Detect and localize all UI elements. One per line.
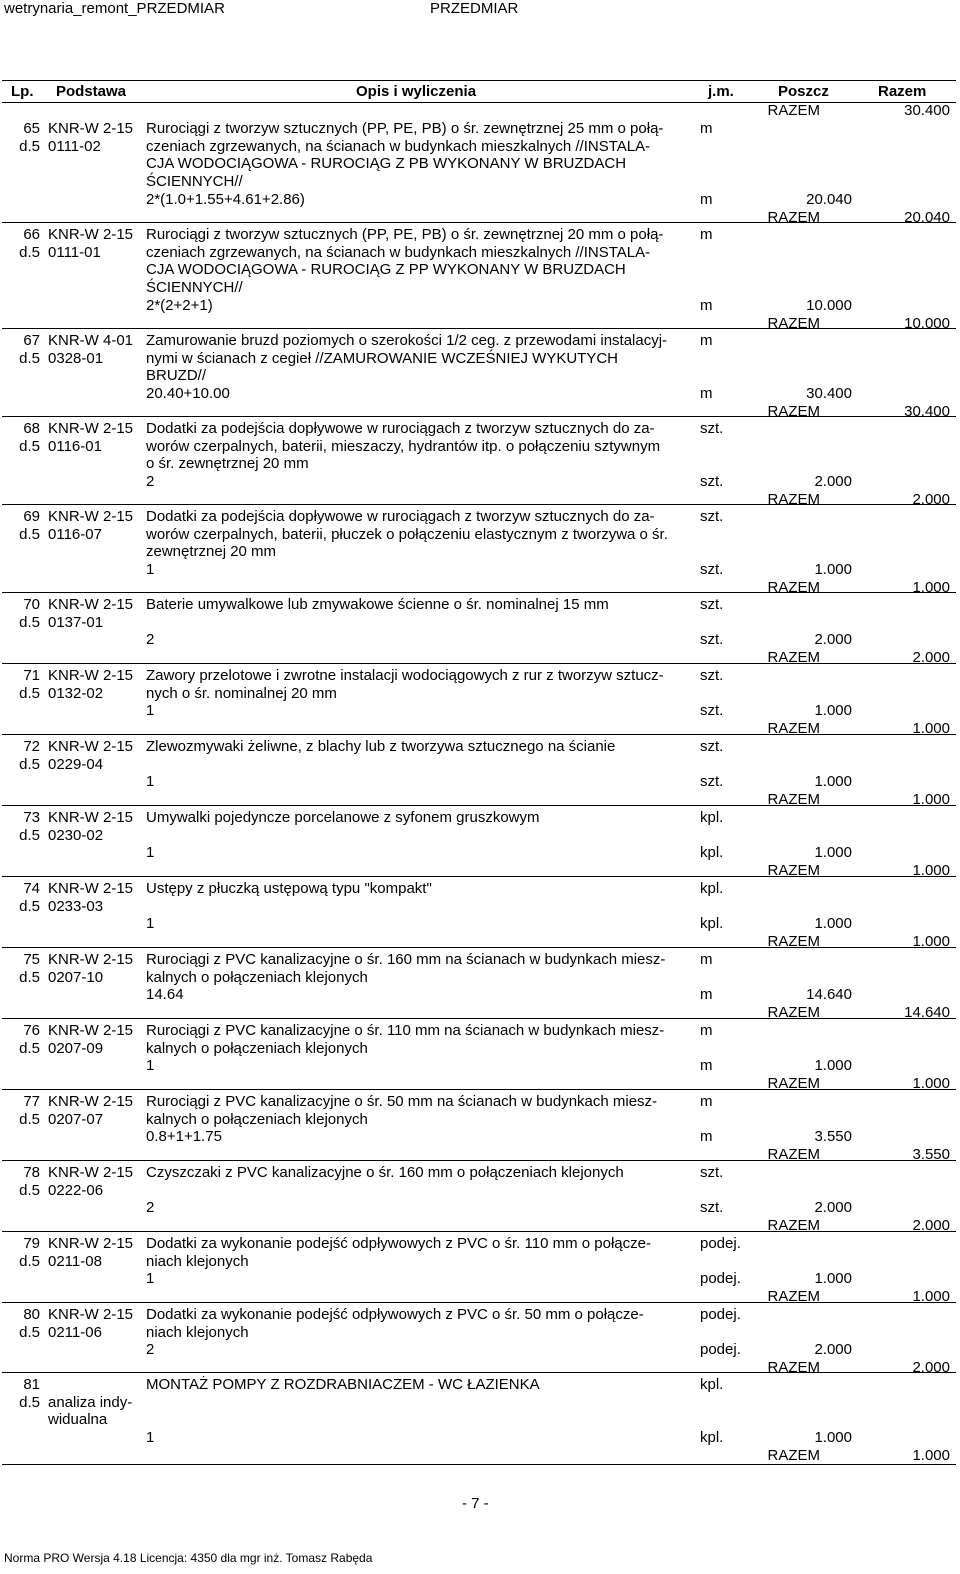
item-calculation: 2 — [146, 1341, 155, 1358]
row-separator — [2, 222, 956, 223]
item-calc-unit: szt. — [700, 702, 724, 720]
item-unit: kpl. — [700, 880, 724, 897]
item-partial-value: 20.040 — [806, 190, 852, 208]
item-chapter: d.5 — [19, 1393, 40, 1411]
item-partial-value: 2.000 — [814, 473, 852, 491]
item-base-line: KNR-W 2-15 — [48, 120, 134, 137]
item-description-line: nych o śr. nominalnej 20 mm — [146, 684, 337, 702]
row-separator — [2, 663, 956, 664]
item-razem-label: RAZEM — [767, 1004, 820, 1022]
item-base-line: KNR-W 2-15 — [48, 1306, 134, 1323]
item-calc-unit: szt. — [700, 773, 724, 791]
item-razem-label: RAZEM — [767, 1446, 820, 1464]
item-base-line: 0111-01 — [48, 243, 101, 261]
item-partial-value: 1.000 — [814, 915, 852, 933]
item-base-line: KNR-W 2-15 — [48, 226, 134, 243]
item-total-value: 1.000 — [912, 1288, 950, 1306]
item-calc-unit: m — [700, 385, 713, 403]
item-calc-unit: szt. — [700, 561, 724, 579]
item-calc-unit: podej. — [700, 1341, 741, 1358]
item-description-line: czeniach zgrzewanych, na ścianach w budynkach mieszkalnych //INSTALA- — [146, 243, 651, 261]
item-unit: m — [700, 332, 713, 349]
item-description-line: Rurociągi z PVC kanalizacyjne o śr. 110 mm na ścianach w budynkach miesz- — [146, 1022, 665, 1039]
item-number: 78 — [23, 1164, 40, 1181]
item-unit: podej. — [700, 1235, 741, 1252]
item-calc-unit: podej. — [700, 1270, 741, 1288]
item-base-line: KNR-W 2-15 — [48, 596, 134, 613]
document-filename: wetrynaria_remont_PRZEDMIAR — [4, 0, 225, 17]
item-unit: m — [700, 1022, 713, 1039]
item-unit: szt. — [700, 420, 724, 437]
item-calc-unit: szt. — [700, 631, 724, 649]
item-number: 66 — [23, 226, 40, 243]
item-total-value: 2.000 — [912, 490, 950, 508]
row-separator — [2, 416, 956, 417]
top-razem-label: RAZEM — [767, 102, 820, 119]
item-calc-unit: m — [700, 1057, 713, 1075]
item-total-value: 1.000 — [912, 578, 950, 596]
item-description-line: ŚCIENNYCH// — [146, 173, 243, 191]
item-description-line: Rurociągi z PVC kanalizacyjne o śr. 160 mm na ścianach w budynkach miesz- — [146, 951, 666, 968]
item-total-value: 1.000 — [912, 1075, 950, 1093]
software-note: Norma PRO Wersja 4.18 Licencja: 4350 dla mgr inż. Tomasz Rabęda — [4, 1551, 373, 1565]
item-unit: podej. — [700, 1306, 741, 1323]
item-description-line: Dodatki za podejścia dopływowe w rurociągach z tworzyw sztucznych do za- — [146, 420, 655, 437]
item-total-value: 1.000 — [912, 933, 950, 951]
row-separator — [2, 734, 956, 735]
item-chapter: d.5 — [19, 1039, 40, 1057]
item-number: 68 — [23, 420, 40, 437]
item-unit: szt. — [700, 1164, 724, 1181]
item-base-line: 0111-02 — [48, 137, 101, 155]
item-number: 65 — [23, 120, 40, 137]
row-separator — [2, 1160, 956, 1161]
item-partial-value: 2.000 — [814, 1341, 852, 1358]
item-calc-unit: m — [700, 296, 713, 314]
item-razem-label: RAZEM — [767, 720, 820, 738]
item-partial-value: 1.000 — [814, 702, 852, 720]
item-base-line: KNR-W 2-15 — [48, 508, 134, 525]
item-partial-value: 1.000 — [814, 1057, 852, 1075]
item-description-line: Rurociągi z tworzyw sztucznych (PP, PE, PB) o śr. zewnętrznej 20 mm o połą- — [146, 226, 664, 243]
item-unit: kpl. — [700, 1376, 724, 1393]
item-chapter: d.5 — [19, 243, 40, 261]
item-total-value: 1.000 — [912, 720, 950, 738]
item-unit: m — [700, 226, 713, 243]
item-description-line: worów czerpalnych, baterii, płuczek o połączeniu elastycznym z tworzywa o śr. — [146, 525, 668, 543]
item-base-line: KNR-W 2-15 — [48, 880, 134, 897]
item-description-line: CJA WODOCIĄGOWA - RUROCIĄG Z PB WYKONANY W BRUZDACH — [146, 155, 627, 173]
item-description-line: niach klejonych — [146, 1252, 249, 1270]
item-number: 77 — [23, 1093, 40, 1110]
item-base-line: 0207-07 — [48, 1110, 104, 1128]
item-razem-label: RAZEM — [767, 1146, 820, 1164]
row-separator — [2, 876, 956, 877]
row-separator — [2, 504, 956, 505]
item-chapter: d.5 — [19, 684, 40, 702]
row-separator — [2, 1089, 956, 1090]
item-total-value: 2.000 — [912, 649, 950, 667]
item-total-value: 3.550 — [912, 1146, 950, 1164]
item-razem-label: RAZEM — [767, 402, 820, 420]
item-base-line: analiza indy- — [48, 1393, 133, 1411]
item-description-line: czeniach zgrzewanych, na ścianach w budynkach mieszkalnych //INSTALA- — [146, 137, 651, 155]
item-partial-value: 30.400 — [806, 385, 852, 403]
item-calculation: 1 — [146, 915, 155, 933]
item-description-line: kalnych o połączeniach klejonych — [146, 1110, 368, 1128]
item-calculation: 1 — [146, 773, 155, 791]
item-base-line: 0211-08 — [48, 1252, 102, 1270]
row-separator — [2, 1231, 956, 1232]
item-chapter: d.5 — [19, 613, 40, 631]
item-calculation: 20.40+10.00 — [146, 385, 230, 403]
item-chapter: d.5 — [19, 437, 40, 455]
item-description-line: BRUZD// — [146, 367, 206, 385]
item-description-line: Zawory przelotowe i zwrotne instalacji wodociągowych z rur z tworzyw sztucz- — [146, 667, 664, 684]
item-number: 75 — [23, 951, 40, 968]
item-number: 80 — [23, 1306, 40, 1323]
item-chapter: d.5 — [19, 1110, 40, 1128]
item-description-line: CJA WODOCIĄGOWA - RUROCIĄG Z PP WYKONANY W BRUZDACH — [146, 261, 626, 279]
col-lp: Lp. — [11, 83, 34, 100]
item-description-line: ŚCIENNYCH// — [146, 279, 243, 297]
item-razem-label: RAZEM — [767, 1075, 820, 1093]
item-chapter: d.5 — [19, 755, 40, 773]
row-separator — [2, 328, 956, 329]
item-partial-value: 2.000 — [814, 631, 852, 649]
item-chapter: d.5 — [19, 826, 40, 844]
item-razem-label: RAZEM — [767, 1358, 820, 1376]
item-base-line: 0116-07 — [48, 525, 102, 543]
item-partial-value: 1.000 — [814, 1270, 852, 1288]
item-description-line: niach klejonych — [146, 1323, 249, 1341]
item-calculation: 1 — [146, 1270, 155, 1288]
item-number: 79 — [23, 1235, 40, 1252]
item-unit: szt. — [700, 738, 724, 755]
item-description-line: kalnych o połączeniach klejonych — [146, 968, 368, 986]
item-base-line: 0222-06 — [48, 1181, 104, 1199]
item-calculation: 14.64 — [146, 986, 184, 1004]
col-unit: j.m. — [708, 83, 734, 100]
item-razem-label: RAZEM — [767, 208, 820, 226]
row-separator — [2, 592, 956, 593]
item-chapter: d.5 — [19, 897, 40, 915]
item-total-value: 14.640 — [904, 1004, 950, 1022]
item-unit: m — [700, 120, 713, 137]
row-separator — [2, 1372, 956, 1373]
item-description-line: Czyszczaki z PVC kanalizacyjne o śr. 160 mm o połączeniach klejonych — [146, 1164, 624, 1181]
item-description-line: Dodatki za wykonanie podejść odpływowych z PVC o śr. 110 mm o połącze- — [146, 1235, 651, 1252]
row-separator — [2, 947, 956, 948]
item-calculation: 0.8+1+1.75 — [146, 1128, 222, 1146]
item-partial-value: 14.640 — [806, 986, 852, 1004]
item-base-line: KNR-W 2-15 — [48, 951, 134, 968]
item-razem-label: RAZEM — [767, 791, 820, 809]
item-base-line: widualna — [48, 1411, 108, 1429]
item-base-line: KNR-W 2-15 — [48, 667, 134, 684]
item-chapter: d.5 — [19, 1181, 40, 1199]
item-base-line: 0211-06 — [48, 1323, 102, 1341]
item-description-line: Rurociągi z tworzyw sztucznych (PP, PE, PB) o śr. zewnętrznej 25 mm o połą- — [146, 120, 664, 137]
item-base-line: 0233-03 — [48, 897, 104, 915]
table-bottom-rule — [2, 1464, 956, 1465]
item-razem-label: RAZEM — [767, 578, 820, 596]
item-razem-label: RAZEM — [767, 933, 820, 951]
table-top-rule — [2, 80, 956, 81]
item-base-line: KNR-W 2-15 — [48, 1235, 134, 1252]
item-unit: m — [700, 1093, 713, 1110]
item-base-line: KNR-W 2-15 — [48, 420, 134, 437]
item-base-line: 0137-01 — [48, 613, 104, 631]
item-number: 67 — [23, 332, 40, 349]
item-calculation: 2 — [146, 473, 155, 491]
item-unit: m — [700, 951, 713, 968]
item-description-line: Ustępy z płuczką ustępową typu "kompakt" — [146, 880, 432, 897]
item-description-line: kalnych o połączeniach klejonych — [146, 1039, 368, 1057]
item-description-line: Zamurowanie bruzd poziomych o szerokości 1/2 ceg. z przewodami instalacyj- — [146, 332, 668, 349]
row-separator — [2, 1018, 956, 1019]
item-chapter: d.5 — [19, 968, 40, 986]
item-unit: szt. — [700, 596, 724, 613]
item-description-line: o śr. zewnętrznej 20 mm — [146, 455, 309, 473]
item-total-value: 10.000 — [904, 314, 950, 332]
item-chapter: d.5 — [19, 137, 40, 155]
item-number: 74 — [23, 880, 40, 897]
item-chapter: d.5 — [19, 1323, 40, 1341]
item-description-line: Baterie umywalkowe lub zmywakowe ścienne o śr. nominalnej 15 mm — [146, 596, 609, 613]
item-chapter: d.5 — [19, 1252, 40, 1270]
item-partial-value: 1.000 — [814, 561, 852, 579]
document-title: PRZEDMIAR — [430, 0, 519, 17]
item-razem-label: RAZEM — [767, 490, 820, 508]
col-desc: Opis i wyliczenia — [356, 83, 477, 100]
item-calculation: 1 — [146, 844, 155, 862]
item-calc-unit: kpl. — [700, 1429, 724, 1447]
item-calc-unit: m — [700, 190, 713, 208]
item-calculation: 1 — [146, 561, 155, 579]
column-headers — [0, 83, 958, 101]
item-number: 76 — [23, 1022, 40, 1039]
item-calc-unit: m — [700, 986, 713, 1004]
item-total-value: 1.000 — [912, 862, 950, 880]
item-number: 81 — [23, 1376, 40, 1393]
item-calculation: 1 — [146, 702, 155, 720]
item-base-line: 0230-02 — [48, 826, 104, 844]
item-base-line: 0207-10 — [48, 968, 104, 986]
item-total-value: 2.000 — [912, 1217, 950, 1235]
item-calculation: 2 — [146, 1199, 155, 1217]
item-unit: szt. — [700, 508, 724, 525]
item-partial-value: 1.000 — [814, 1429, 852, 1447]
item-base-line: 0116-01 — [48, 437, 102, 455]
item-calculation: 1 — [146, 1057, 155, 1075]
page-number: - 7 - — [462, 1495, 489, 1512]
item-calculation: 2*(2+2+1) — [146, 296, 213, 314]
row-separator — [2, 805, 956, 806]
item-description-line: Rurociągi z PVC kanalizacyjne o śr. 50 mm na ścianach w budynkach miesz- — [146, 1093, 658, 1110]
item-base-line: 0207-09 — [48, 1039, 104, 1057]
item-number: 70 — [23, 596, 40, 613]
col-partial: Poszcz — [778, 83, 829, 100]
item-calc-unit: kpl. — [700, 915, 724, 933]
item-base-line: KNR-W 2-15 — [48, 738, 134, 755]
item-base-line: KNR-W 4-01 — [48, 332, 134, 349]
item-chapter: d.5 — [19, 525, 40, 543]
item-calc-unit: szt. — [700, 1199, 724, 1217]
item-base-line: KNR-W 2-15 — [48, 1093, 134, 1110]
item-description-line: Dodatki za wykonanie podejść odpływowych z PVC o śr. 50 mm o połącze- — [146, 1306, 644, 1323]
item-total-value: 20.040 — [904, 208, 950, 226]
item-partial-value: 1.000 — [814, 773, 852, 791]
item-number: 73 — [23, 809, 40, 826]
item-total-value: 1.000 — [912, 791, 950, 809]
item-razem-label: RAZEM — [767, 862, 820, 880]
item-razem-label: RAZEM — [767, 1288, 820, 1306]
row-separator — [2, 1302, 956, 1303]
item-partial-value: 10.000 — [806, 296, 852, 314]
item-calculation: 2*(1.0+1.55+4.61+2.86) — [146, 190, 305, 208]
item-base-line: KNR-W 2-15 — [48, 1164, 134, 1181]
item-description-line: MONTAŻ POMPY Z ROZDRABNIACZEM - WC ŁAZIENKA — [146, 1376, 540, 1393]
item-base-line: 0328-01 — [48, 349, 104, 367]
item-base-line: KNR-W 2-15 — [48, 809, 134, 826]
item-chapter: d.5 — [19, 349, 40, 367]
item-calc-unit: szt. — [700, 473, 724, 491]
item-description-line: Umywalki pojedyncze porcelanowe z syfonem gruszkowym — [146, 809, 540, 826]
item-calc-unit: kpl. — [700, 844, 724, 862]
top-razem-value: 30.400 — [904, 102, 950, 119]
item-total-value: 1.000 — [912, 1446, 950, 1464]
item-razem-label: RAZEM — [767, 649, 820, 667]
col-base: Podstawa — [56, 83, 127, 100]
item-number: 72 — [23, 738, 40, 755]
item-total-value: 30.400 — [904, 402, 950, 420]
item-description-line: Dodatki za podejścia dopływowe w rurociągach z tworzyw sztucznych do za- — [146, 508, 655, 525]
item-razem-label: RAZEM — [767, 1217, 820, 1235]
item-calculation: 2 — [146, 631, 155, 649]
item-calculation: 1 — [146, 1429, 155, 1447]
item-description-line: nymi w ścianach z cegieł //ZAMUROWANIE WCZEŚNIEJ WYKUTYCH — [146, 349, 619, 367]
item-base-line: 0132-02 — [48, 684, 104, 702]
item-razem-label: RAZEM — [767, 314, 820, 332]
item-number: 69 — [23, 508, 40, 525]
col-total: Razem — [878, 83, 927, 100]
item-unit: szt. — [700, 667, 724, 684]
item-unit: kpl. — [700, 809, 724, 826]
item-partial-value: 1.000 — [814, 844, 852, 862]
item-total-value: 2.000 — [912, 1358, 950, 1376]
item-number: 71 — [23, 667, 40, 684]
item-description-line: zewnętrznej 20 mm — [146, 543, 277, 561]
item-description-line: worów czerpalnych, baterii, mieszaczy, hydrantów itp. o połączeniu sztywnym — [146, 437, 661, 455]
item-description-line: Zlewozmywaki żeliwne, z blachy lub z tworzywa sztucznego na ścianie — [146, 738, 616, 755]
item-partial-value: 2.000 — [814, 1199, 852, 1217]
item-base-line: KNR-W 2-15 — [48, 1022, 134, 1039]
item-base-line: 0229-04 — [48, 755, 104, 773]
item-partial-value: 3.550 — [814, 1128, 852, 1146]
item-calc-unit: m — [700, 1128, 713, 1146]
